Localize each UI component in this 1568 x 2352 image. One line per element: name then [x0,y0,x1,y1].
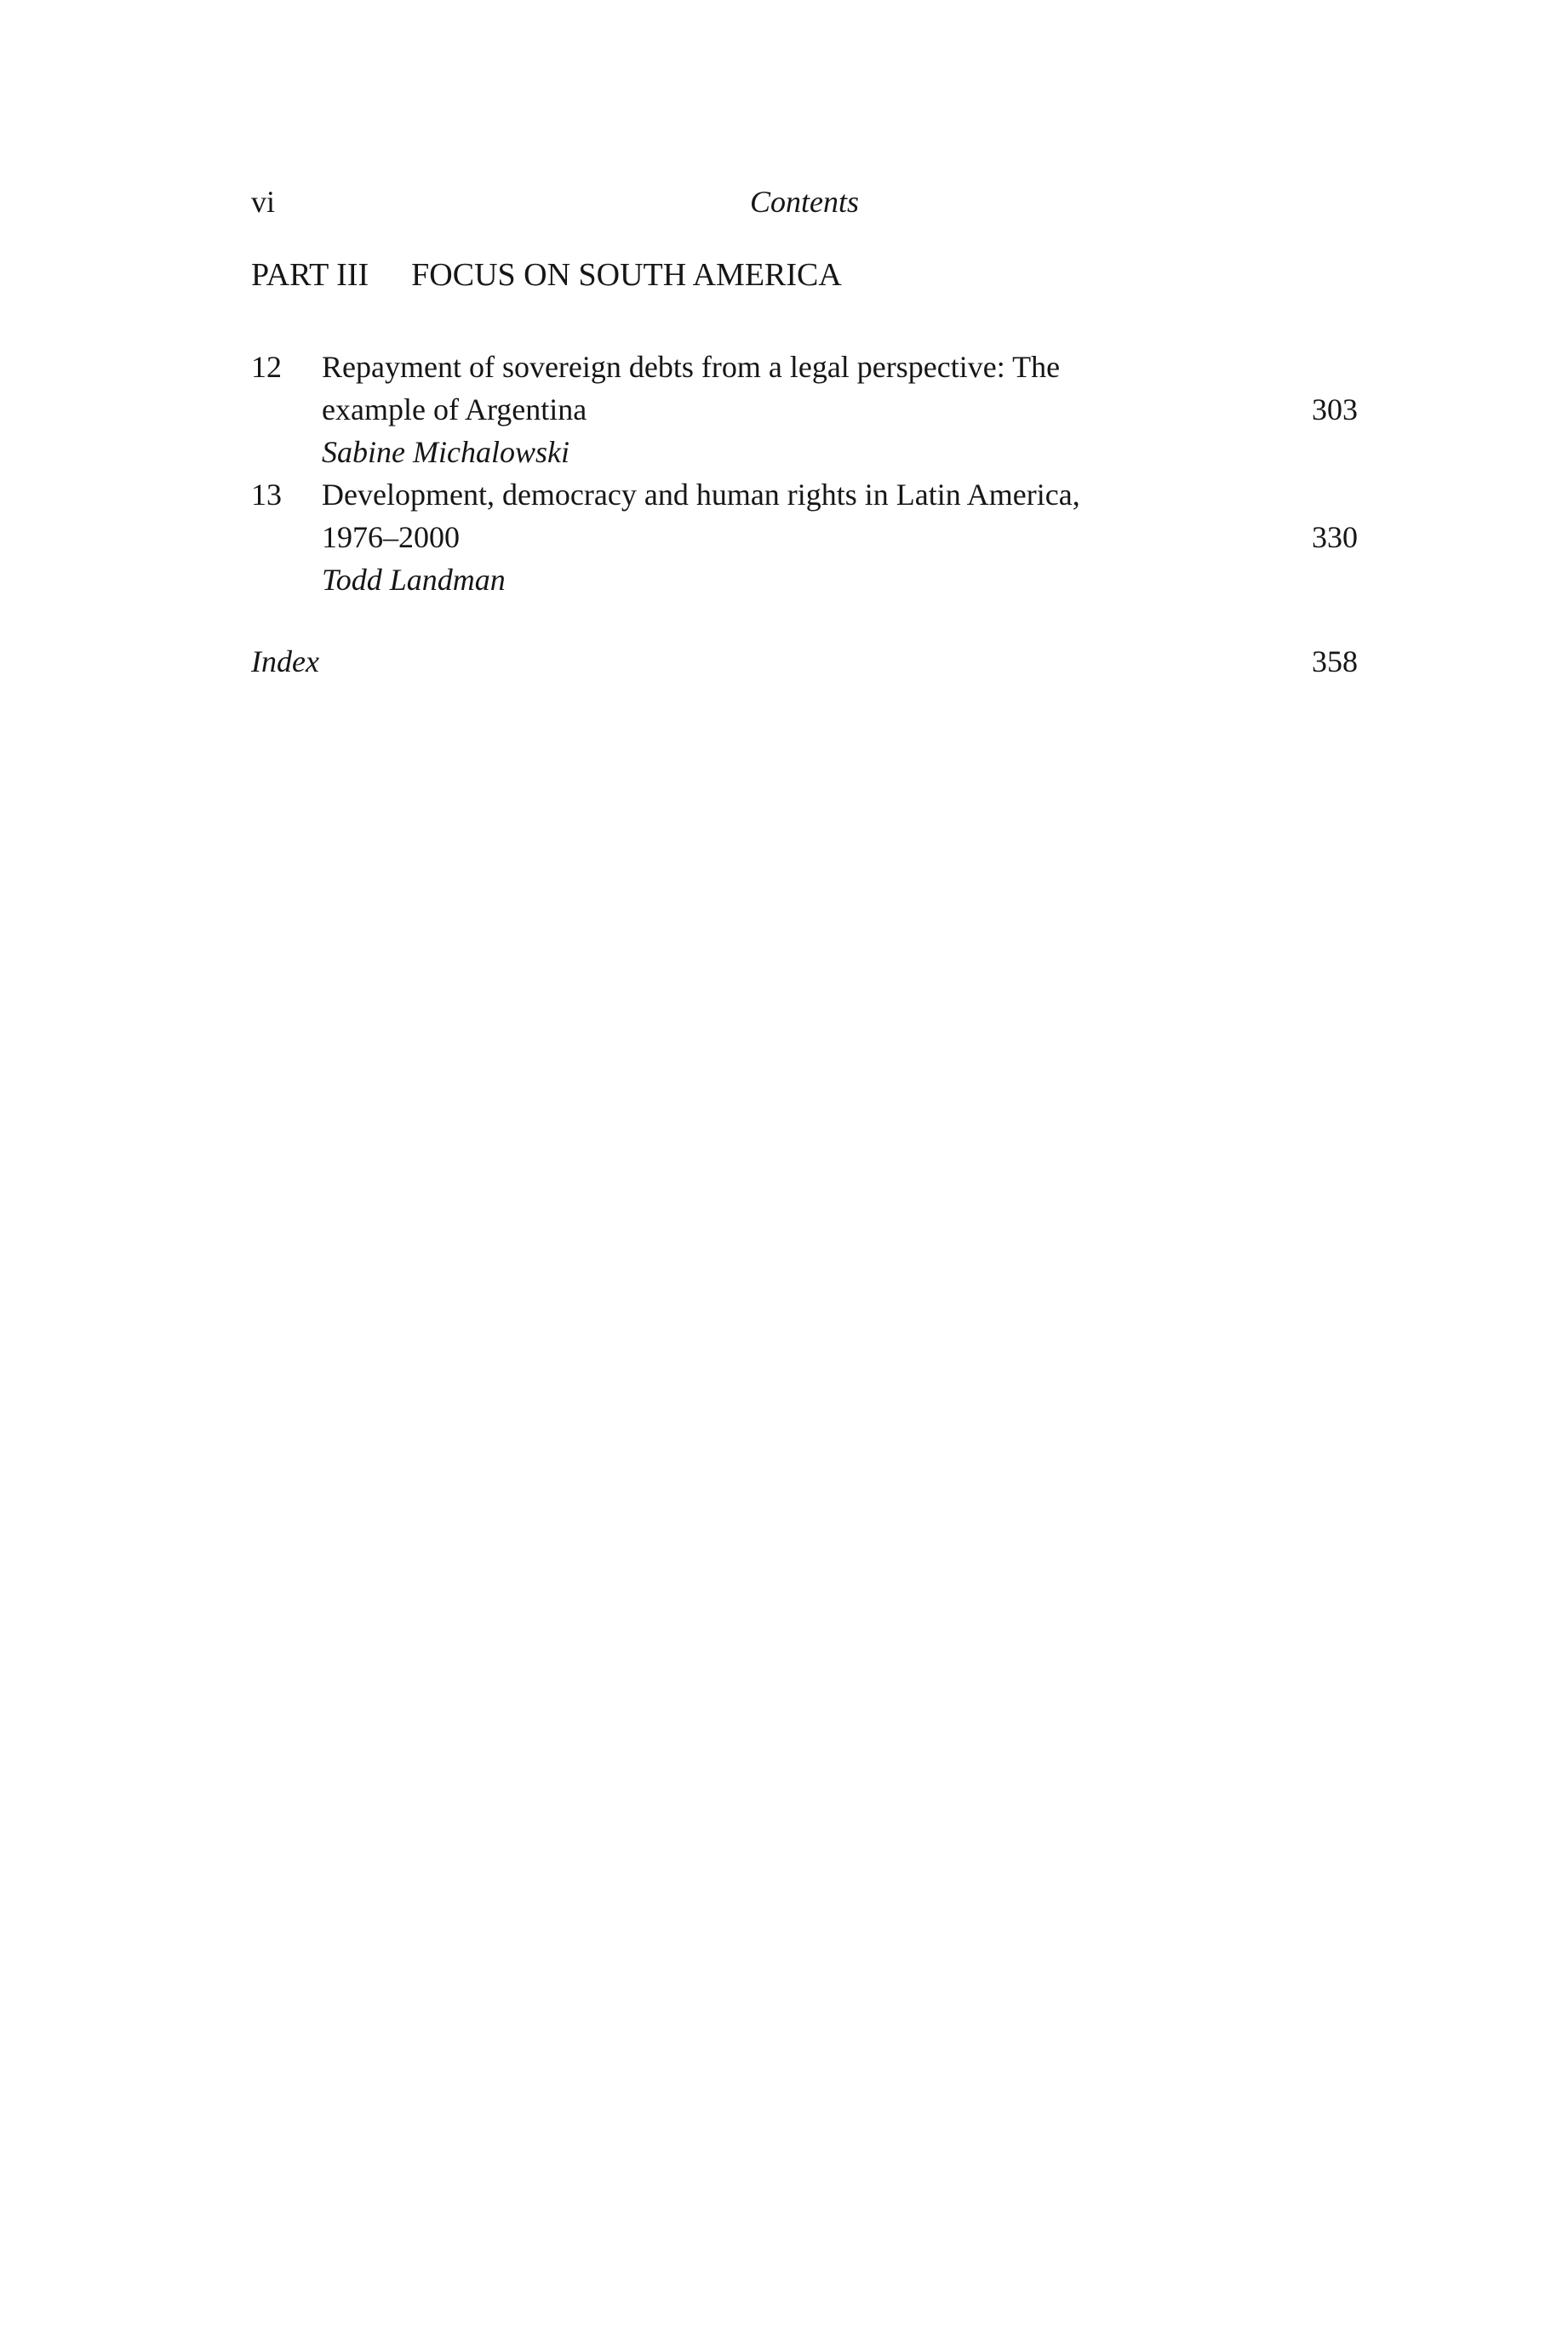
chapter-number: 12 [251,350,282,384]
chapter-title-line: example of Argentina [322,392,587,426]
chapter-number: 13 [251,478,282,512]
chapter-title-line: 1976–2000 [322,520,460,554]
chapter-body [322,473,1358,601]
part-label: PART III [251,257,369,293]
page-header [251,180,1358,223]
chapter-body [322,346,1358,473]
index-page-number: 358 [1312,644,1358,678]
chapter-page-number: 330 [1312,520,1358,554]
index-entry [251,640,1358,683]
chapter-title-last-line-row [322,516,1358,558]
chapter-page-number: 303 [1312,392,1358,426]
running-head: Contents [749,185,859,219]
chapter-author: Todd Landman [322,563,506,597]
index-label: Index [251,644,319,678]
chapter-title-line: Development, democracy and human rights in Latin America, [322,478,1080,512]
toc-entry-12 [251,346,1358,473]
chapter-author: Sabine Michalowski [322,435,569,469]
toc-list [251,346,1358,601]
chapter-title-last-line-row [322,388,1358,431]
toc-entry-13 [251,473,1358,601]
chapter-title-line: Repayment of sovereign debts from a legal perspective: The [322,350,1061,384]
part-title: FOCUS ON SOUTH AMERICA [411,257,842,293]
folio-page-number: vi [251,185,276,219]
part-heading [251,254,1358,296]
